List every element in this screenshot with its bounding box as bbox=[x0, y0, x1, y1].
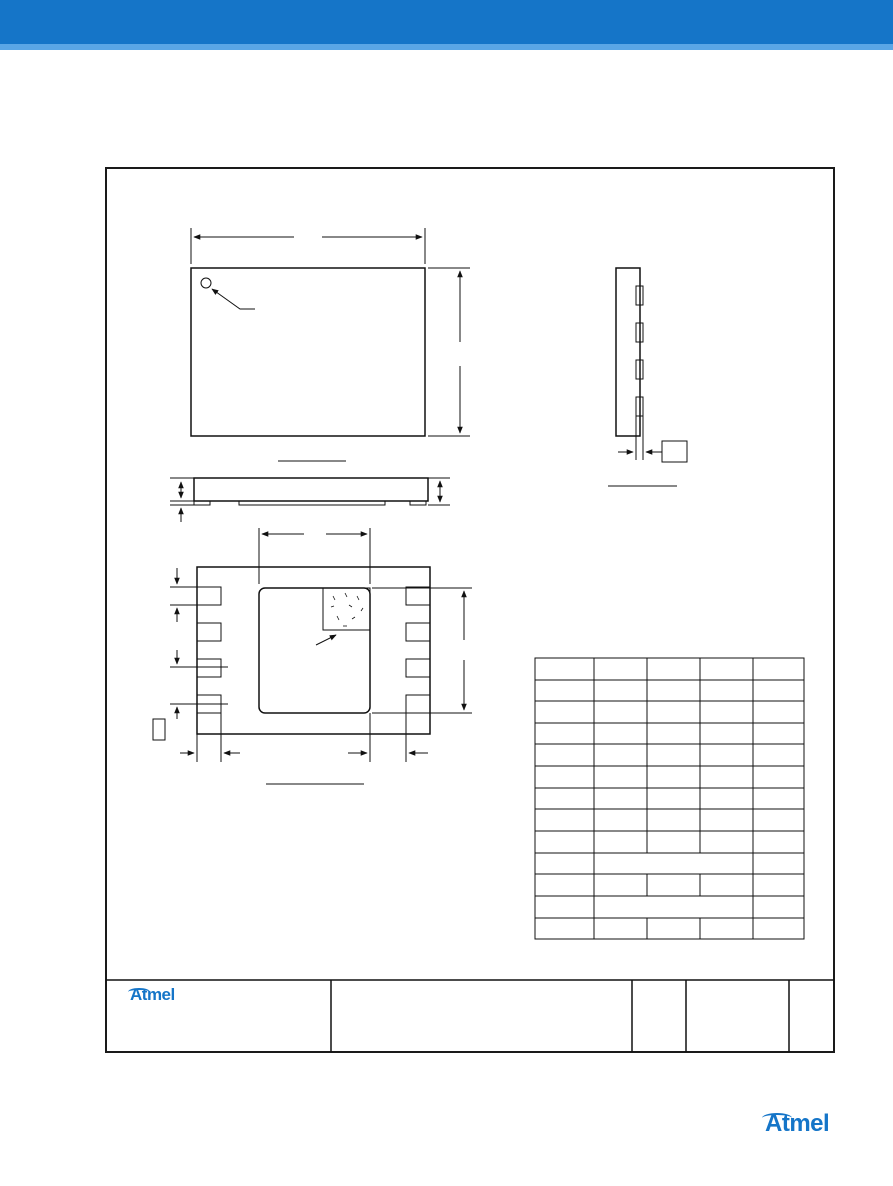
top-view bbox=[191, 228, 470, 461]
dimension-table bbox=[535, 658, 804, 939]
end-view-callout-box bbox=[662, 441, 687, 462]
bottom-view-body bbox=[197, 567, 430, 734]
footer-atmel-logo: Atmel bbox=[765, 1110, 830, 1137]
bottom-view-callout-box bbox=[153, 719, 165, 740]
pad-leader bbox=[316, 635, 336, 645]
pin1-leader bbox=[212, 289, 255, 309]
title-block-atmel-logo: Atmel bbox=[130, 985, 175, 1004]
pin1-marker bbox=[201, 278, 211, 288]
bottom-view bbox=[153, 528, 472, 784]
top-view-body bbox=[191, 268, 425, 436]
end-view bbox=[608, 268, 687, 486]
title-block-logo-swoosh bbox=[128, 988, 150, 996]
pad-detail-marks bbox=[331, 593, 363, 626]
footer-logo-swoosh bbox=[762, 1113, 792, 1123]
side-view-body bbox=[194, 478, 428, 501]
side-view bbox=[170, 478, 450, 522]
exposed-pad bbox=[259, 588, 370, 713]
pad-detail-area bbox=[323, 588, 370, 630]
title-block bbox=[106, 980, 834, 1052]
